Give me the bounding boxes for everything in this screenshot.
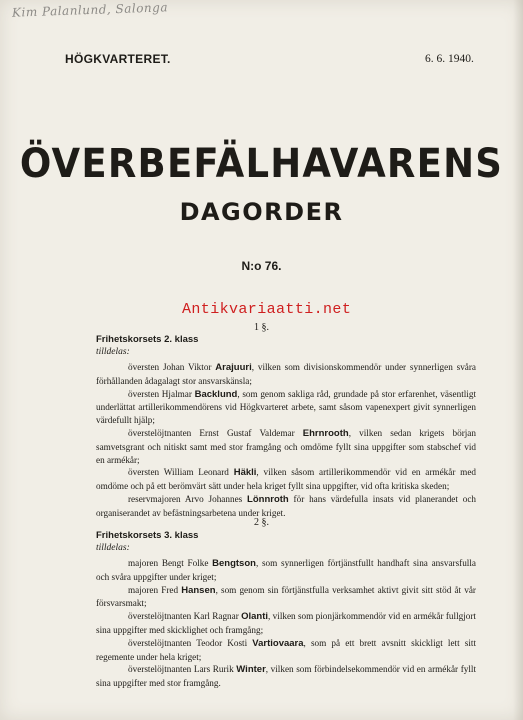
section-1-paragraph-mark: 1 §. [254,322,269,333]
document-subtitle: DAGORDER [179,198,344,226]
document-date: 6. 6. 1940. [425,53,474,65]
list-item: överstelöjtnanten Ernst Gustaf Valdemar Ehrnrooth, vilken sedan krigets början samvetsgrant och nitiskt samt med stor framgång och omdöme fyllt sina uppgifter som stabschef vid en armékår; [96,427,476,465]
list-item: överstelöjtnanten Teodor Kosti Vartiovaara, som på ett brett avsnitt skickligt lett sitt regemente under hela kriget; [96,637,476,662]
list-item: översten Johan Viktor Arajuuri, vilken som divisionskommendör under synnerligen svåra förhållanden ådagalagt stor ansvarskänsla; [96,362,476,386]
list-item: översten William Leonard Häkli, vilken såsom artillerikommendör vid en armékår med omdöme och på ett berömvärt sätt under hela kriget fyllt sina uppgifter, vid ofta kritiska skeden; [96,467,476,492]
headquarters-label: HÖGKVARTERET. [65,52,171,66]
section-2-heading: Frihetskorsets 3. klass [96,530,199,541]
handwritten-note: Kim Palanlund, Salonga [11,0,169,20]
document-title: ÖVERBEFÄLHAVARENS [19,140,504,187]
list-item: majoren Fred Hansen, som genom sin förtjänstfulla verksamhet aktivt givit sitt stöd åt vår försvarsmakt; [96,584,476,609]
section-1-heading: Frihetskorsets 2. klass [96,334,199,345]
section-2-entries [96,557,476,690]
list-item: majoren Bengt Folke Bengtson, som synnerligen förtjänstfullt handhaft sina ansvarsfulla och svåra uppgifter under kriget; [96,558,476,582]
section-2-tilldelas: tilldelas: [96,543,130,553]
watermark: Antikvariaatti.net [182,301,352,318]
section-1-entries [96,361,476,520]
list-item: överstelöjtnanten Lars Rurik Winter, vilken som förbindelsekommendör vid en armékår fyllt sina uppgifter med stor framgång. [96,664,477,689]
list-item: översten Hjalmar Backlund, som genom sakliga råd, grundade på stor erfarenhet, väsentligt underlättat artillerikommendörens vid Högkvarteret arbete, samt såsom vapenexpert givit synnerligen värdefullt hjälp; [96,388,477,426]
list-item: överstelöjtnanten Karl Ragnar Olanti, vilken som pionjärkommendör vid en armékår fullgjort sina uppgifter med skicklighet och framgång; [96,611,476,635]
section-1-tilldelas: tilldelas: [96,347,130,357]
list-item: reservmajoren Arvo Johannes Lönnroth för hans värdefulla insats vid planerandet och organiserandet av befästningsarbetena under kriget. [96,493,476,518]
page-edge-shadow [513,0,523,720]
order-number: N:o 76. [241,259,282,273]
section-2-paragraph-mark: 2 §. [254,517,269,528]
